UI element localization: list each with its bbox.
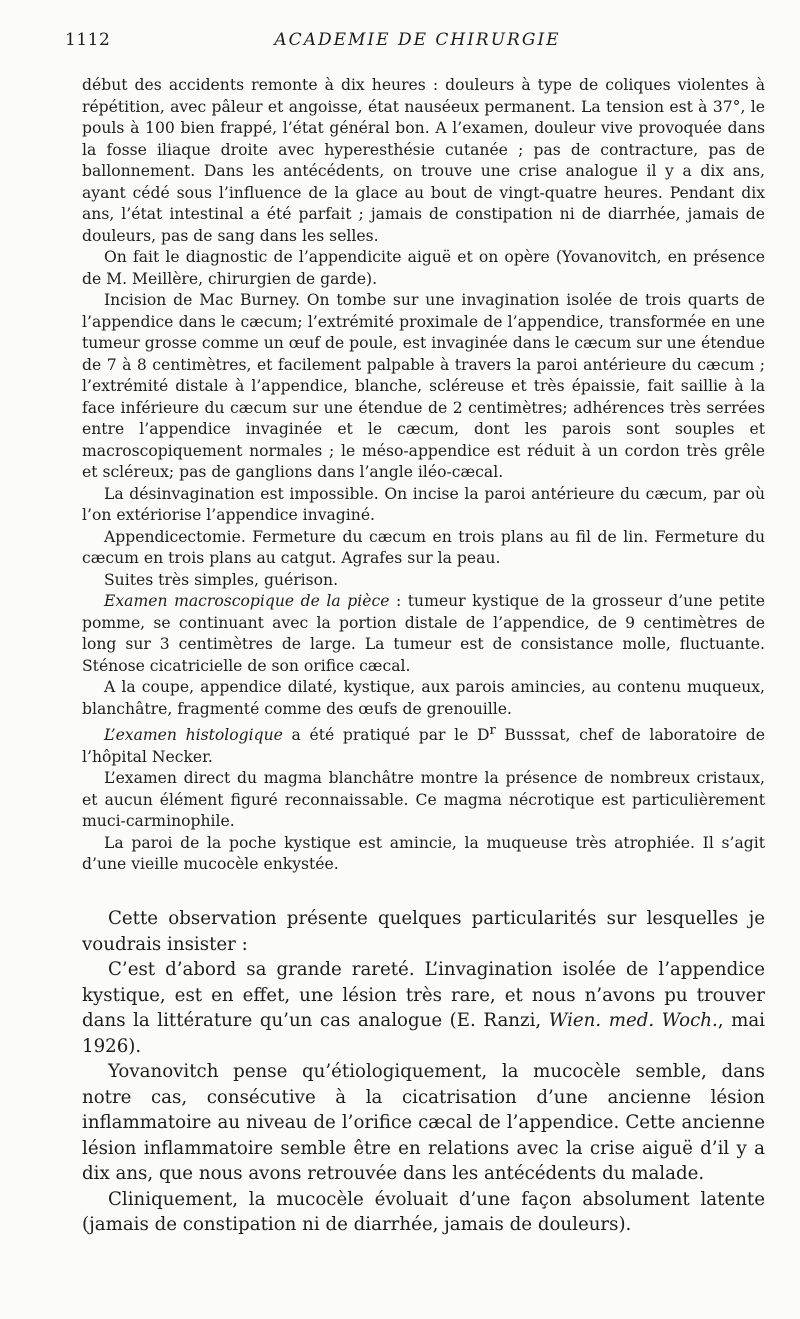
- citation-journal: Wien. med. Woch.: [548, 1010, 718, 1031]
- observation-paragraph-5: Appendicectomie. Fermeture du cæcum en trois plans au fil de lin. Fermeture du cæcum en trois plans au catgut. Agrafes sur la peau.: [82, 527, 765, 567]
- running-head: ACADEMIE DE CHIRURGIE: [274, 30, 561, 50]
- observation-paragraph-11: La paroi de la poche kystique est amincie, la muqueuse très atrophiée. Il s’agit d’une vieille mucocèle enkystée.: [82, 833, 765, 874]
- observation-paragraph-8: A la coupe, appendice dilaté, kystique, aux parois amincies, au contenu muqueux, blanchâtre, fragmenté comme des œufs de grenouille.: [82, 678, 765, 718]
- discussion-paragraph-2: [82, 957, 765, 1059]
- discussion-paragraph-4: Cliniquement, la mucocèle évoluait d’une façon absolument latente (jamais de constipation ni de diarrhée, jamais de douleurs).: [82, 1188, 765, 1235]
- histology-text-b: Busssat, chef de laboratoire de l’hôpital Necker.: [82, 726, 765, 766]
- macroscopic-exam-text: : tumeur kystique de la grosseur d’une petite pomme, se continuant avec la portion distale de l’appendice, de 9 centimètres de long sur 3 centimètres de large. La tumeur est de consistance molle, fluctuante. Sténose cicatricielle de son orifice cæcal.: [82, 592, 765, 675]
- observation-section: [82, 75, 765, 876]
- page-header: [65, 30, 770, 54]
- observation-paragraph-6: Suites très simples, guérison.: [104, 570, 339, 589]
- discussion-paragraph-1: Cette observation présente quelques particularités sur lesquelles je voudrais insister :: [82, 908, 765, 955]
- histology-superscript: r: [489, 723, 496, 738]
- histology-label: L’examen histologique: [104, 726, 283, 745]
- histology-text-a: a été pratiqué par le D: [282, 726, 490, 745]
- observation-paragraph-2: On fait le diagnostic de l’appendicite aiguë et on opère (Yovanovitch, en présence de M. Meillère, chirurgien de garde).: [82, 248, 765, 288]
- observation-paragraph-4: La désinvagination est impossible. On incise la paroi antérieure du cæcum, par où l’on extériorise l’appendice invaginé.: [82, 484, 765, 524]
- page-number: 1112: [65, 30, 111, 50]
- observation-paragraph-10: L’examen direct du magma blanchâtre montre la présence de nombreux cristaux, et aucun élément figuré reconnaissable. Ce magma nécrotique est particulièrement muci-carminophile.: [82, 769, 765, 831]
- macroscopic-exam-label: Examen macroscopique de la pièce: [104, 592, 390, 610]
- observation-paragraph-1: début des accidents remonte à dix heures : douleurs à type de coliques violentes à répétition, avec pâleur et angoisse, état nauséeux permanent. La tension est à 37°, le pouls à 100 bien frappé, l’état général bon. A l’examen, douleur vive provoquée dans la fosse iliaque droite avec hyperesthésie cutanée ; pas de contracture, pas de ballonnement. Dans les antécédents, on trouve une crise analogue il y a dix ans, ayant cédé sous l’influence de la glace au bout de vingt-quatre heures. Pendant dix ans, l’état intestinal a été parfait ; jamais de constipation ni de diarrhée, jamais de douleurs, pas de sang dans les selles.: [82, 76, 765, 245]
- discussion-section: [82, 906, 765, 1238]
- discussion-paragraph-3: Yovanovitch pense qu’étiologiquement, la mucocèle semble, dans notre cas, consécutive à la cicatrisation d’une ancienne lésion inflammatoire au niveau de l’orifice cæcal de l’appendice. Cette ancienne lésion inflammatoire semble être en relations avec la crise aiguë d’il y a dix ans, que nous avons retrouvée dans les antécédents du malade.: [82, 1061, 765, 1184]
- observation-paragraph-3: Incision de Mac Burney. On tombe sur une invagination isolée de trois quarts de l’appendice dans le cæcum; l’extrémité proximale de l’appendice, transformée en une tumeur grosse comme un œuf de poule, est invaginée dans le cæcum sur une étendue de 7 à 8 centimètres, et facilement palpable à travers la paroi antérieure du cæcum ; l’extrémité distale à l’appendice, blanche, scléreuse et très épaissie, fait saillie à la face inférieure du cæcum sur une étendue de 2 centimètres; adhérences très serrées entre l’appendice invaginée et le cæcum, dont les parois sont souples et macroscopiquement normales ; le méso-appendice est réduit à un cordon très grêle et scléreux; pas de ganglions dans l’angle iléo-cæcal.: [82, 291, 765, 481]
- discussion-paragraph-2-b: , mai 1926).: [82, 1010, 765, 1057]
- observation-paragraph-7: [82, 591, 765, 677]
- discussion-paragraph-2-a: C’est d’abord sa grande rareté. L’invagination isolée de l’appendice kystique, est en effet, une lésion très rare, et nous n’avons pu trouver dans la littérature qu’un cas analogue (E. Ranzi,: [82, 959, 765, 1031]
- observation-paragraph-9: [82, 720, 765, 768]
